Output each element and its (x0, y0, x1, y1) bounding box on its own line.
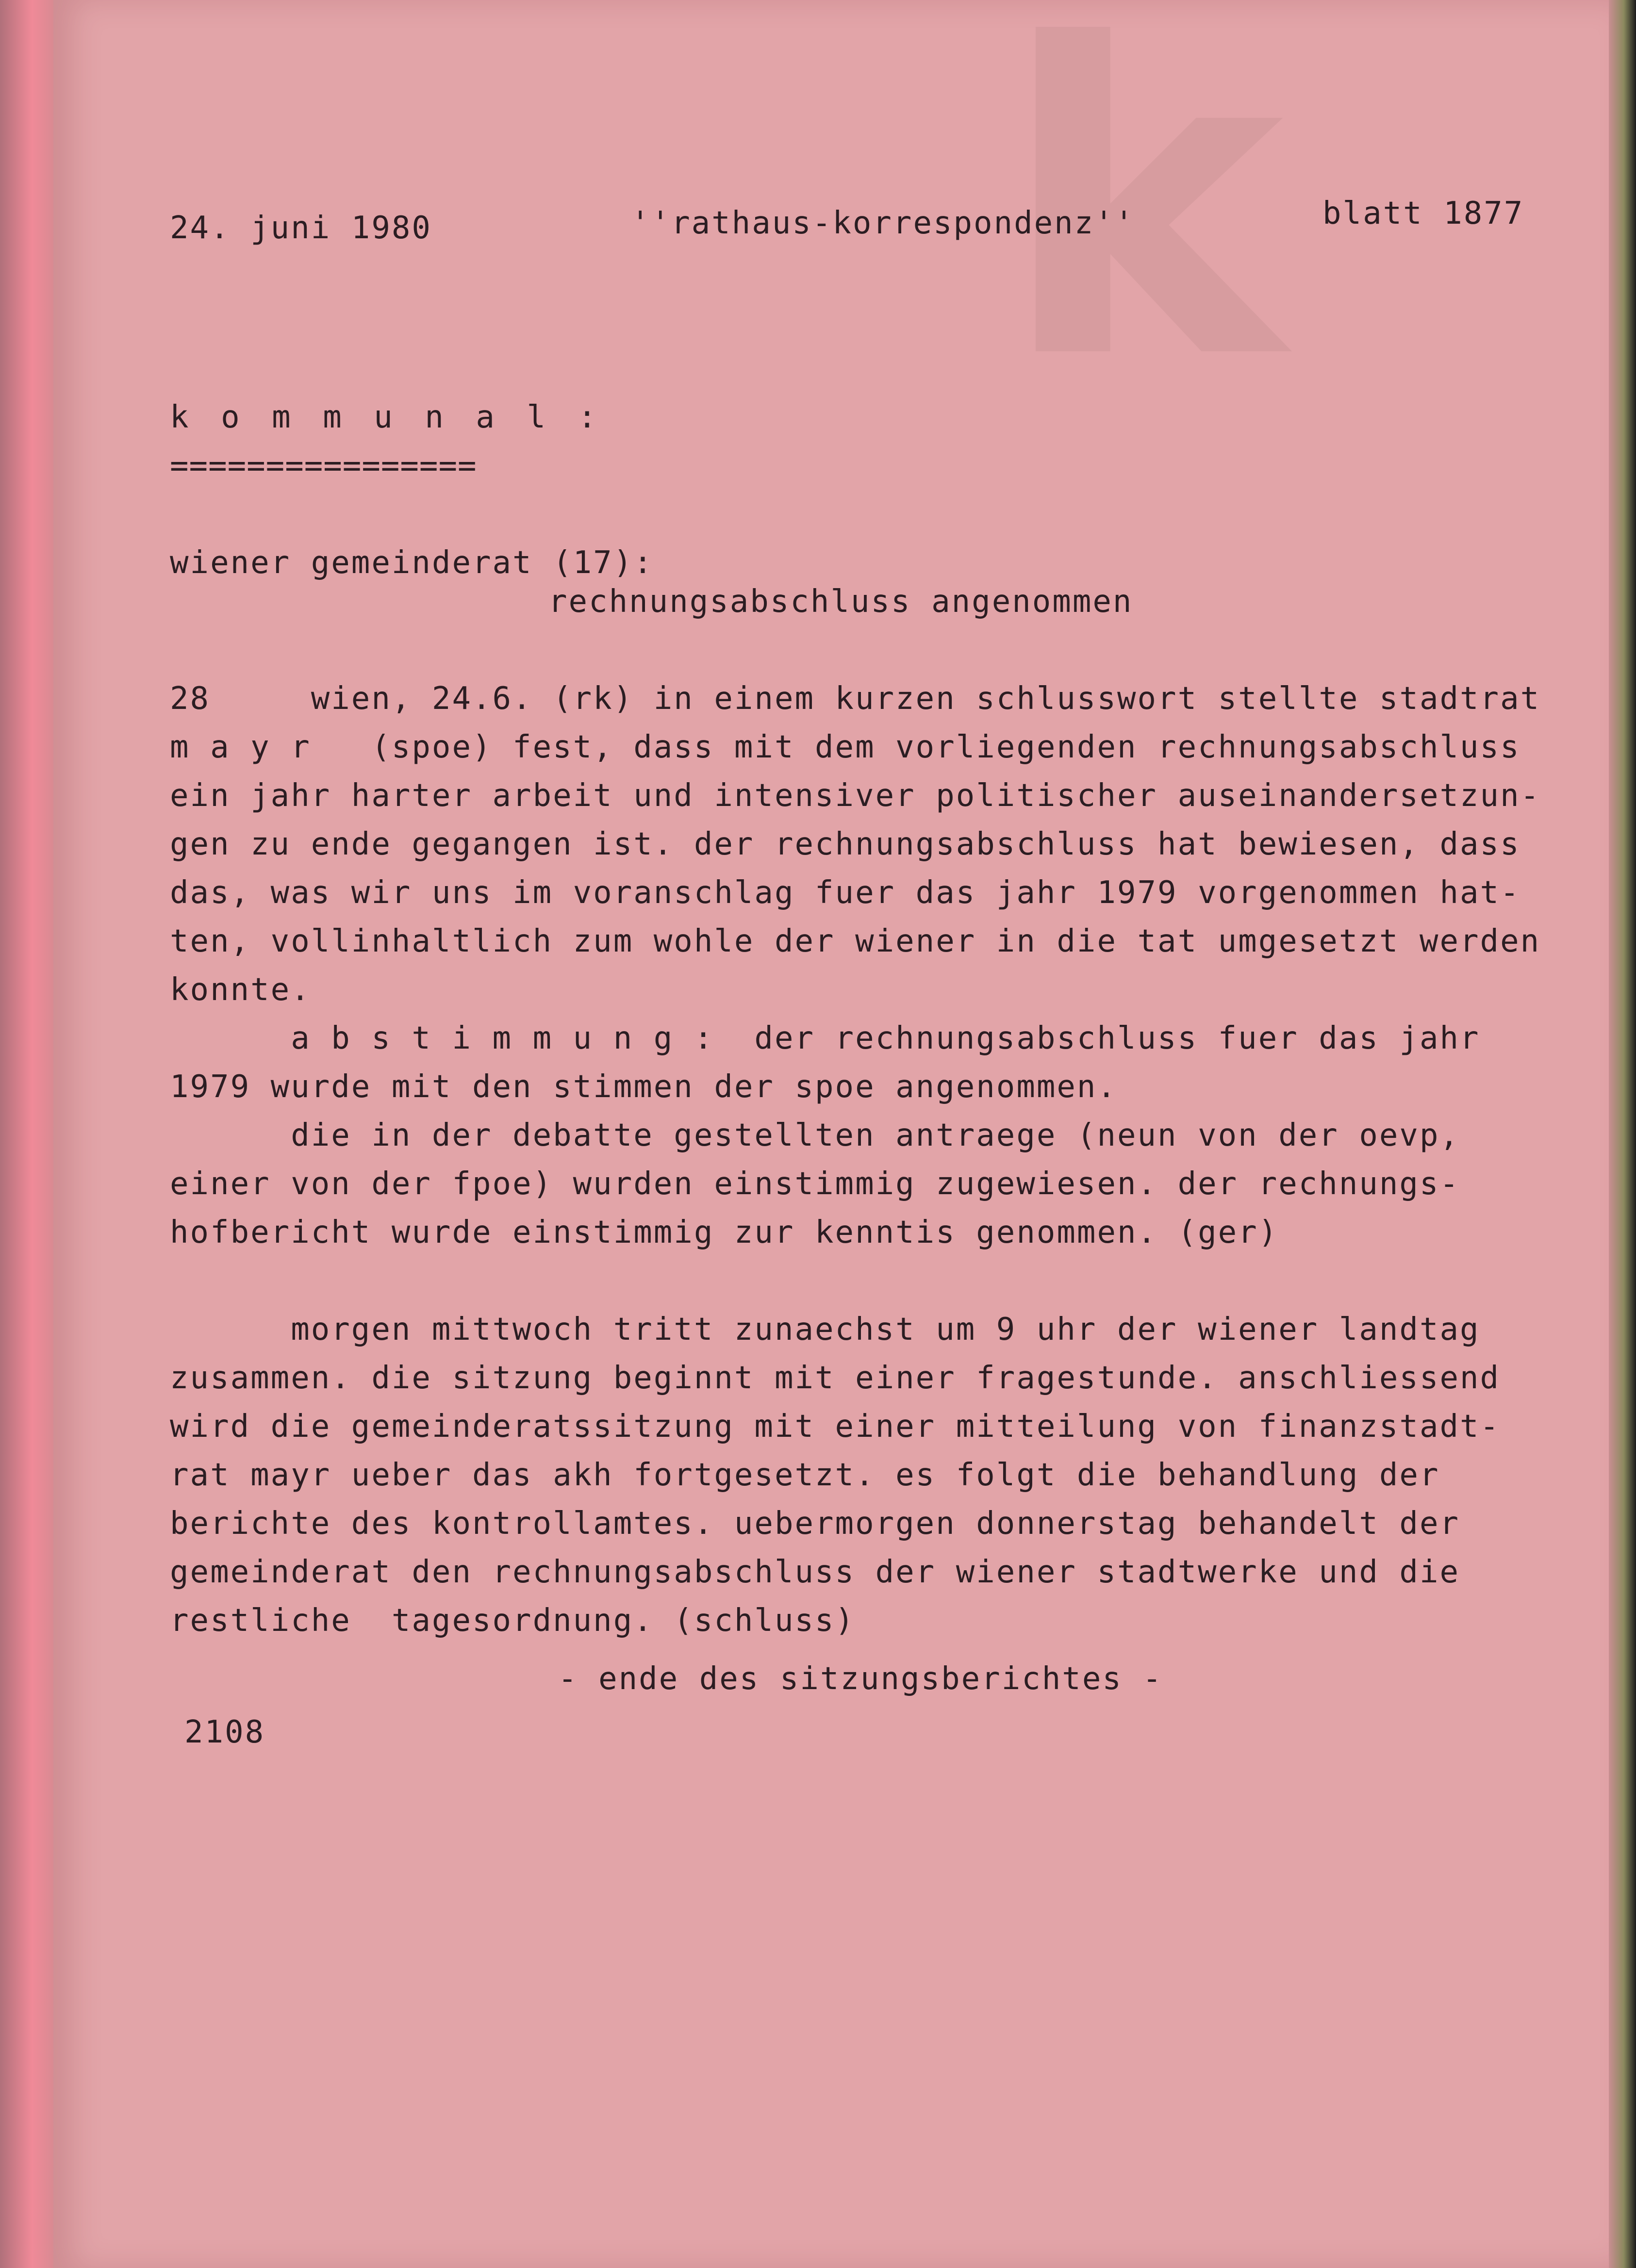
header-sheet: blatt 1877 (1322, 196, 1524, 231)
body-line: restliche tagesordnung. (schluss) (170, 1603, 856, 1639)
body-line: berichte des kontrollamtes. uebermorgen donnerstag behandelt der (170, 1506, 1460, 1542)
body-line: morgen mittwoch tritt zunaechst um 9 uhr der wiener landtag (170, 1312, 1480, 1348)
body-line: a b s t i m m u n g : der rechnungsabschluss fuer das jahr (170, 1020, 1480, 1056)
body-line: ein jahr harter arbeit und intensiver politischer auseinandersetzun- (170, 778, 1541, 814)
body-line: das, was wir uns im voranschlag fuer das jahr 1979 vorgenommen hat- (170, 875, 1520, 911)
headline-line-2: rechnungsabschluss angenommen (548, 584, 1133, 620)
body-line: gemeinderat den rechnungsabschluss der wiener stadtwerke und die (170, 1554, 1460, 1590)
section-underline: ================ (170, 448, 477, 484)
section-title: k o m m u n a l : (170, 399, 604, 435)
show-through-logo: k (1000, 0, 1265, 452)
headline-line-1: wiener gemeinderat (17): (170, 545, 654, 581)
document-page (53, 0, 1609, 2268)
body-line: 28 wien, 24.6. (rk) in einem kurzen schlusswort stellte stadtrat (170, 681, 1541, 717)
body-line: 1979 wurde mit den stimmen der spoe angenommen. (170, 1069, 1117, 1105)
body-line: rat mayr ueber das akh fortgesetzt. es folgt die behandlung der (170, 1457, 1440, 1493)
header-date: 24. juni 1980 (170, 210, 432, 246)
body-line: konnte. (170, 972, 311, 1008)
body-line: zusammen. die sitzung beginnt mit einer fragestunde. anschliessend (170, 1360, 1501, 1396)
body-line: gen zu ende gegangen ist. der rechnungsabschluss hat bewiesen, dass (170, 826, 1520, 862)
body-line: m a y r (spoe) fest, dass mit dem vorliegenden rechnungsabschluss (170, 729, 1520, 765)
body-line: die in der debatte gestellten antraege (neun von der oevp, (170, 1118, 1460, 1153)
body-line: einer von der fpoe) wurden einstimmig zugewiesen. der rechnungs- (170, 1166, 1460, 1202)
body-line: ten, vollinhaltlich zum wohle der wiener in die tat umgesetzt werden (170, 923, 1541, 959)
left-page-edge (0, 0, 53, 2268)
document-number: 2108 (184, 1714, 265, 1750)
body-line: wird die gemeinderatssitzung mit einer mitteilung von finanzstadt- (170, 1409, 1501, 1445)
header-publication: ''rathaus-korrespondenz'' (631, 205, 1135, 241)
right-page-edge (1609, 0, 1636, 2268)
end-note: - ende des sitzungsberichtes - (558, 1661, 1163, 1697)
body-line: hofbericht wurde einstimmig zur kenntis genommen. (ger) (170, 1215, 1279, 1250)
